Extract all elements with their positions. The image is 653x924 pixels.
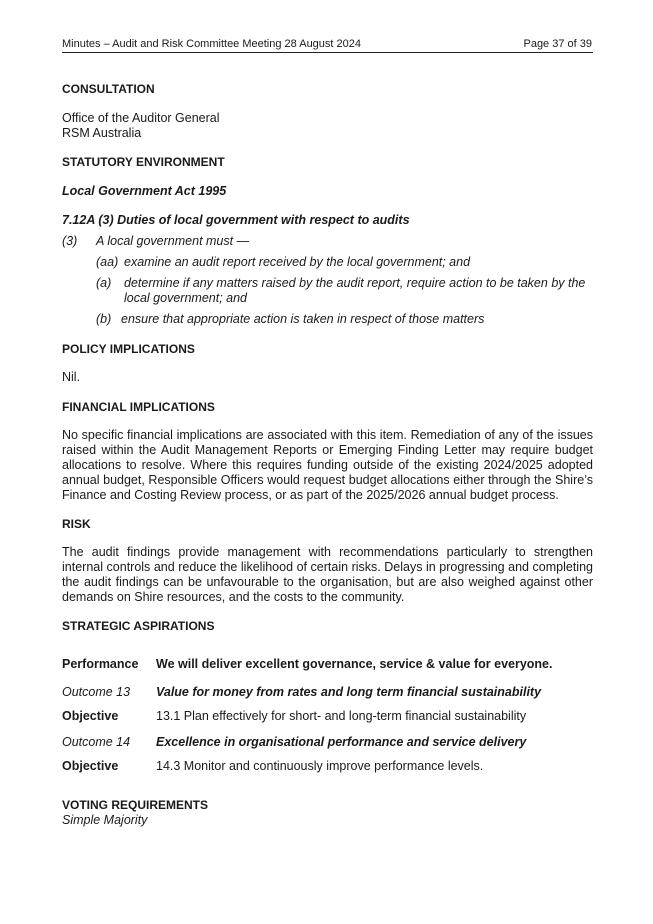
objective-label: Objective [62,759,119,773]
outcome-14-row [62,735,593,750]
clause-number: (3) [62,234,78,248]
list-item [62,276,593,306]
page-header [62,38,592,51]
policy-text: Nil. [62,370,81,384]
header-title: Minutes – Audit and Risk Committee Meeting 28 August 2024 [62,38,362,50]
section-title: 7.12A (3) Duties of local government with respect to audits [62,213,410,227]
outcome-13-row [62,685,593,700]
consultation-heading: CONSULTATION [62,82,155,96]
list-item [62,255,593,270]
risk-text: The audit findings provide management with recommendations particularly to strengthen internal controls and reduce the likelihood of certain risks. Delays in progressing and completing the audit findings can be unfavourable to the organisation, but are also weighed against other demands on Shire resources, and the costs to the community. [62,545,593,604]
clause-3 [62,234,593,249]
voting-heading: VOTING REQUIREMENTS [62,798,209,812]
financial-text: No specific financial implications are associated with this item. Remediation of any of the issues raised within the Audit Management Reports or Emerging Finding Letter may require budget allocations to resolve. Where this requires funding outside of the existing 2024/2025 adopted annual budget, Responsible Officers would request budget allocations either through the Shire’s Finance and Costing Review process, or as part of the 2025/2026 annual budget process. [62,428,593,502]
clause-text: A local government must — [96,234,250,248]
page-number: Page 37 of 39 [523,38,592,50]
statutory-heading: STATUTORY ENVIRONMENT [62,155,225,169]
performance-row [62,657,593,672]
document-body [62,82,593,828]
voting-text: Simple Majority [62,813,148,827]
consultation-line: RSM Australia [62,126,142,140]
objective-label: Objective [62,709,119,723]
financial-heading: FINANCIAL IMPLICATIONS [62,400,215,414]
consultation-line: Office of the Auditor General [62,111,220,125]
item-text: determine if any matters raised by the audit report, require action to be taken by the local government; and [124,276,586,305]
objective-text: 13.1 Plan effectively for short- and long-term financial sustainability [156,709,527,723]
objective-row [62,709,593,724]
objective-row [62,759,593,774]
outcome-13-label: Outcome 13 [62,685,131,699]
performance-label: Performance [62,657,139,671]
outcome-14-label: Outcome 14 [62,735,131,749]
item-number: (b) [96,312,112,326]
policy-heading: POLICY IMPLICATIONS [62,342,195,356]
outcome-14-text: Excellence in organisational performance and service delivery [156,735,527,749]
objective-text: 14.3 Monitor and continuously improve performance levels. [156,759,484,773]
header-divider [62,52,593,53]
act-title: Local Government Act 1995 [62,184,227,198]
performance-text: We will deliver excellent governance, service & value for everyone. [156,657,553,671]
item-text: ensure that appropriate action is taken in respect of those matters [121,312,485,326]
risk-heading: RISK [62,517,91,531]
item-number: (a) [96,276,112,290]
outcome-13-text: Value for money from rates and long term financial sustainability [156,685,542,699]
item-text: examine an audit report received by the local government; and [124,255,471,269]
list-item [62,312,593,327]
item-number: (aa) [96,255,119,269]
strategic-heading: STRATEGIC ASPIRATIONS [62,619,215,633]
